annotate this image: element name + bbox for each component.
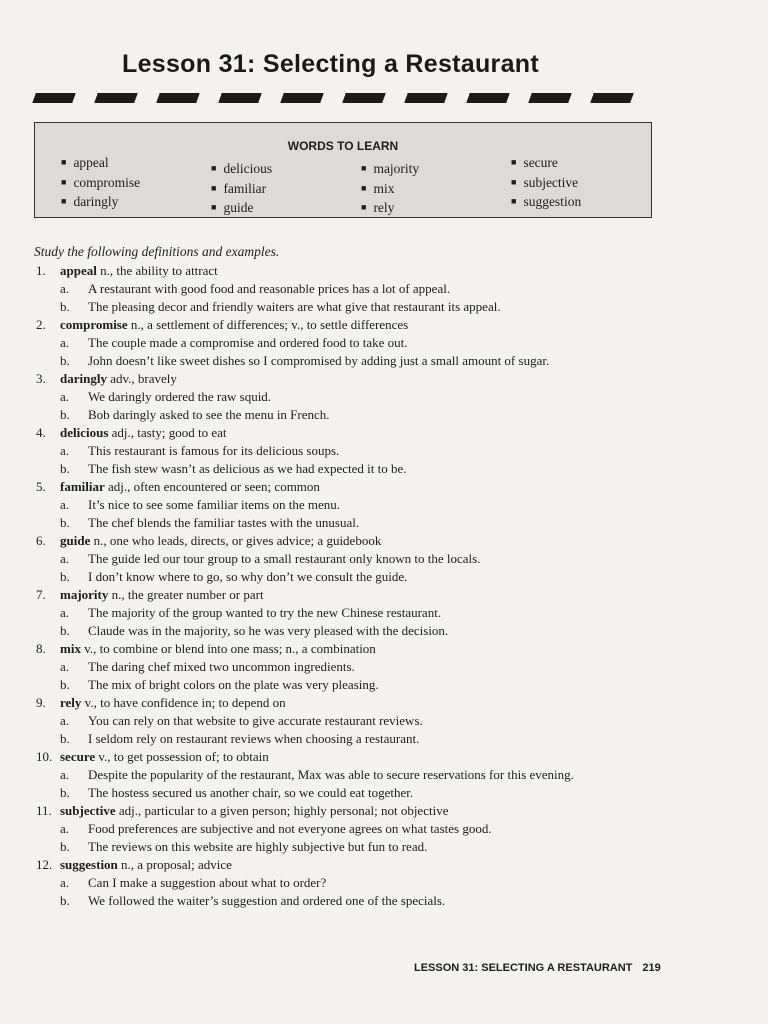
example-label: b.	[60, 839, 70, 854]
example-label: b.	[60, 731, 70, 746]
example-b	[36, 622, 676, 640]
instructions: Study the following definitions and examples.	[34, 244, 280, 259]
example-label: b.	[60, 407, 70, 422]
example-b	[36, 406, 676, 424]
example-label: b.	[60, 299, 70, 314]
example-a	[36, 334, 676, 352]
definition-entry	[36, 640, 676, 694]
example-label: a.	[60, 551, 70, 566]
entry-number: 4.	[36, 425, 46, 440]
words-to-learn-box	[34, 122, 652, 218]
example-text: The majority of the group wanted to try the new Chinese restaurant.	[88, 605, 442, 620]
running-head: LESSON 31: SELECTING A RESTAURANT	[414, 962, 633, 974]
example-a	[36, 658, 676, 676]
definition-text: v., to get possession of; to obtain	[95, 749, 269, 764]
entry-number: 7.	[36, 587, 46, 602]
headword-line	[36, 532, 676, 550]
example-b	[36, 730, 676, 748]
example-a	[36, 496, 676, 514]
headword-line	[36, 586, 676, 604]
definition-text: v., to combine or blend into one mass; n., a combination	[80, 641, 376, 656]
headword-line	[36, 424, 676, 442]
example-label: a.	[60, 389, 70, 404]
definition-text: adj., often encountered or seen; common	[104, 479, 320, 494]
words-box-title: WORDS TO LEARN	[287, 139, 399, 153]
definition-entry	[36, 370, 676, 424]
example-b	[36, 568, 676, 586]
example-a	[36, 550, 676, 568]
example-text: John doesn’t like sweet dishes so I compromised by adding just a small amount of sugar.	[88, 353, 550, 368]
example-label: b.	[60, 785, 70, 800]
example-a	[36, 820, 676, 838]
entry-number: 6.	[36, 533, 46, 548]
example-a	[36, 442, 676, 460]
headword: familiar	[60, 479, 105, 494]
definition-text: n., the ability to attract	[96, 263, 218, 278]
definition-list	[36, 262, 676, 910]
example-text: We followed the waiter’s suggestion and ordered one of the specials.	[88, 893, 446, 908]
example-a	[36, 388, 676, 406]
example-text: The fish stew wasn’t as delicious as we had expected it to be.	[88, 461, 407, 476]
example-label: b.	[60, 677, 70, 692]
headword: appeal	[60, 263, 97, 278]
example-label: b.	[60, 461, 70, 476]
definition-entry	[36, 262, 676, 316]
word-column-2	[211, 159, 272, 218]
headword: guide	[60, 533, 91, 548]
word-item: ■ compromise	[61, 173, 140, 193]
entry-number: 3.	[36, 371, 46, 386]
example-label: b.	[60, 353, 70, 368]
lesson-title: Lesson 31: Selecting a Restaurant	[122, 50, 539, 78]
example-text: The hostess secured us another chair, so we could eat together.	[88, 785, 414, 800]
example-text: Bob daringly asked to see the menu in French.	[88, 407, 330, 422]
headword: rely	[60, 695, 82, 710]
example-a	[36, 874, 676, 892]
entry-number: 12.	[36, 857, 53, 872]
example-text: The guide led our tour group to a small restaurant only known to the locals.	[88, 551, 481, 566]
example-text: Can I make a suggestion about what to order?	[88, 875, 327, 890]
word-item: ■ daringly	[61, 192, 140, 212]
example-text: The mix of bright colors on the plate was very pleasing.	[88, 677, 379, 692]
word-item: ■ majority	[361, 159, 419, 179]
definition-text: adj., particular to a given person; highly personal; not objective	[115, 803, 449, 818]
example-label: a.	[60, 659, 70, 674]
example-label: a.	[60, 443, 70, 458]
example-b	[36, 514, 676, 532]
word-item: ■ mix	[361, 179, 419, 199]
example-text: A restaurant with good food and reasonable prices has a lot of appeal.	[88, 281, 451, 296]
definition-entry	[36, 802, 676, 856]
word-item: ■ familiar	[211, 179, 272, 199]
word-column-1	[61, 153, 140, 212]
example-text: The daring chef mixed two uncommon ingredients.	[88, 659, 355, 674]
example-label: a.	[60, 497, 70, 512]
example-label: a.	[60, 821, 70, 836]
example-b	[36, 892, 676, 910]
example-b	[36, 460, 676, 478]
word-item: ■ appeal	[61, 153, 140, 173]
word-item: ■ rely	[361, 198, 419, 218]
example-text: I don’t know where to go, so why don’t we consult the guide.	[88, 569, 408, 584]
headword: compromise	[60, 317, 128, 332]
example-label: a.	[60, 335, 70, 350]
entry-number: 9.	[36, 695, 46, 710]
page-number: 219	[642, 962, 661, 974]
word-column-3	[361, 159, 419, 218]
entry-number: 10.	[36, 749, 53, 764]
example-text: I seldom rely on restaurant reviews when choosing a restaurant.	[88, 731, 420, 746]
definition-entry	[36, 532, 676, 586]
definition-entry	[36, 694, 676, 748]
word-item: ■ subjective	[511, 173, 581, 193]
headword-line	[36, 370, 676, 388]
example-label: a.	[60, 875, 70, 890]
example-text: Claude was in the majority, so he was very pleased with the decision.	[88, 623, 449, 638]
headword-line	[36, 748, 676, 766]
definition-text: adv., bravely	[106, 371, 177, 386]
headword: suggestion	[60, 857, 118, 872]
definition-text: n., the greater number or part	[108, 587, 264, 602]
definition-entry	[36, 316, 676, 370]
definition-text: v., to have confidence in; to depend on	[81, 695, 286, 710]
example-a	[36, 712, 676, 730]
headword-line	[36, 694, 676, 712]
example-text: We daringly ordered the raw squid.	[88, 389, 272, 404]
example-label: b.	[60, 623, 70, 638]
example-label: a.	[60, 713, 70, 728]
headword-line	[36, 262, 676, 280]
headword: majority	[60, 587, 109, 602]
page-footer	[414, 962, 661, 974]
example-a	[36, 280, 676, 298]
example-b	[36, 352, 676, 370]
word-column-4	[511, 153, 581, 212]
example-b	[36, 838, 676, 856]
example-text: You can rely on that website to give accurate restaurant reviews.	[88, 713, 423, 728]
example-text: The pleasing decor and friendly waiters are what give that restaurant its appeal.	[88, 299, 501, 314]
decorative-stripe	[32, 93, 654, 103]
headword-line	[36, 856, 676, 874]
headword: delicious	[60, 425, 109, 440]
example-a	[36, 766, 676, 784]
definition-entry	[36, 424, 676, 478]
word-item: ■ guide	[211, 198, 272, 218]
example-label: a.	[60, 281, 70, 296]
example-text: The chef blends the familiar tastes with the unusual.	[88, 515, 360, 530]
definition-text: n., one who leads, directs, or gives advice; a guidebook	[90, 533, 382, 548]
headword: subjective	[60, 803, 116, 818]
example-b	[36, 784, 676, 802]
example-b	[36, 676, 676, 694]
definition-entry	[36, 586, 676, 640]
word-item: ■ delicious	[211, 159, 272, 179]
definition-text: n., a proposal; advice	[117, 857, 232, 872]
word-item: ■ suggestion	[511, 192, 581, 212]
definition-entry	[36, 478, 676, 532]
word-item: ■ secure	[511, 153, 581, 173]
example-a	[36, 604, 676, 622]
example-text: This restaurant is famous for its delicious soups.	[88, 443, 340, 458]
example-text: The couple made a compromise and ordered food to take out.	[88, 335, 408, 350]
example-b	[36, 298, 676, 316]
entry-number: 5.	[36, 479, 46, 494]
headword: mix	[60, 641, 81, 656]
definition-entry	[36, 748, 676, 802]
entry-number: 8.	[36, 641, 46, 656]
headword: secure	[60, 749, 96, 764]
example-label: b.	[60, 569, 70, 584]
example-text: The reviews on this website are highly subjective but fun to read.	[88, 839, 428, 854]
headword-line	[36, 316, 676, 334]
example-text: Despite the popularity of the restaurant, Max was able to secure reservations for this evening.	[88, 767, 574, 782]
entry-number: 1.	[36, 263, 46, 278]
headword-line	[36, 640, 676, 658]
example-text: Food preferences are subjective and not everyone agrees on what tastes good.	[88, 821, 492, 836]
example-label: b.	[60, 893, 70, 908]
definition-text: n., a settlement of differences; v., to settle differences	[127, 317, 409, 332]
entry-number: 2.	[36, 317, 46, 332]
entry-number: 11.	[36, 803, 52, 818]
example-label: a.	[60, 605, 70, 620]
example-label: b.	[60, 515, 70, 530]
definition-entry	[36, 856, 676, 910]
headword-line	[36, 802, 676, 820]
definition-text: adj., tasty; good to eat	[108, 425, 227, 440]
example-text: It’s nice to see some familiar items on the menu.	[88, 497, 340, 512]
example-label: a.	[60, 767, 70, 782]
headword: daringly	[60, 371, 107, 386]
headword-line	[36, 478, 676, 496]
